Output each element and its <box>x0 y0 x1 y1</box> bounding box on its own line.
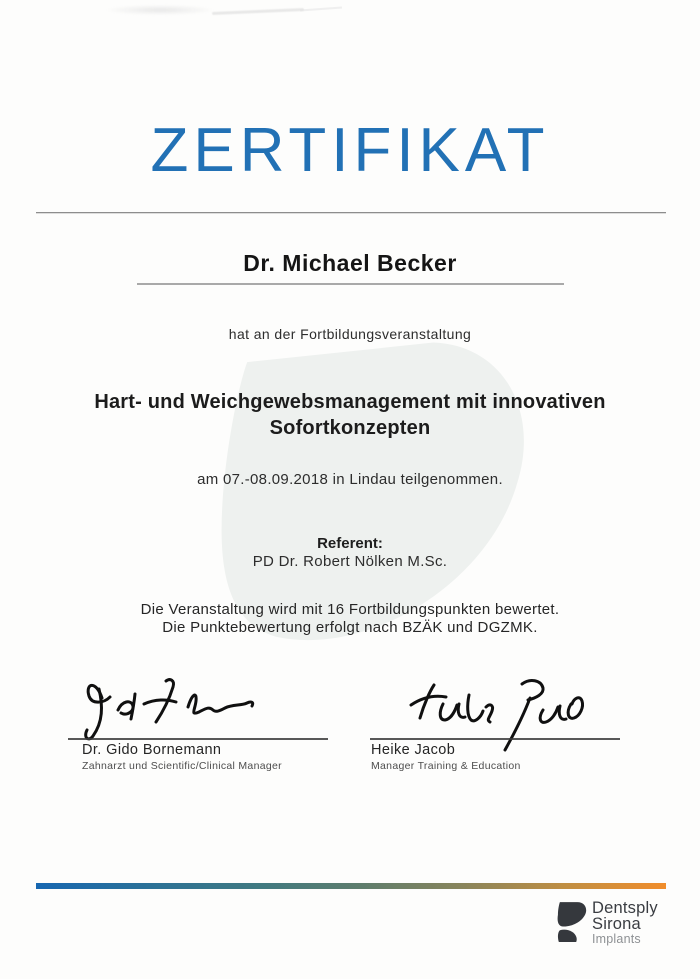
scan-smudge <box>212 8 304 15</box>
brand-name-sirona: Sirona <box>592 915 641 933</box>
intro-text: hat an der Fortbildungsveranstaltung <box>228 326 472 342</box>
dentsply-sirona-logo-icon <box>556 901 587 942</box>
points-line1: Die Veranstaltung wird mit 16 Fortbildungspunkten bewertet. <box>140 601 560 618</box>
referent-name: PD Dr. Robert Nölken M.Sc. <box>252 553 448 570</box>
signatory-name-left: Dr. Gido Bornemann <box>82 742 222 758</box>
course-title-line2: Sofortkonzepten <box>269 417 431 439</box>
title-divider <box>36 212 666 213</box>
signatory-name-right: Heike Jacob <box>371 742 456 758</box>
signature-line-right <box>370 738 620 740</box>
signatory-role-right: Manager Training & Education <box>371 760 521 772</box>
brand-division-implants: Implants <box>592 932 641 946</box>
scan-smudge <box>105 5 215 15</box>
bornemann-signature <box>78 670 263 746</box>
signature-line-left <box>68 738 328 740</box>
course-title-line1: Hart- und Weichgewebsmanagement mit innovativen <box>94 391 606 413</box>
participation-text: am 07.-08.09.2018 in Lindau teilgenommen. <box>197 471 503 488</box>
recipient-name: Dr. Michael Becker <box>243 250 457 276</box>
certificate-title: ZERTIFIKAT <box>150 116 550 185</box>
footer-gradient-bar <box>36 883 666 889</box>
scan-smudge <box>300 7 342 12</box>
brand-name-dentsply: Dentsply <box>592 899 658 917</box>
points-line2: Die Punktebewertung erfolgt nach BZÄK und DGZMK. <box>162 619 538 636</box>
recipient-divider <box>137 283 564 285</box>
signatory-role-left: Zahnarzt und Scientific/Clinical Manager <box>82 760 282 772</box>
referent-label: Referent: <box>317 535 383 552</box>
